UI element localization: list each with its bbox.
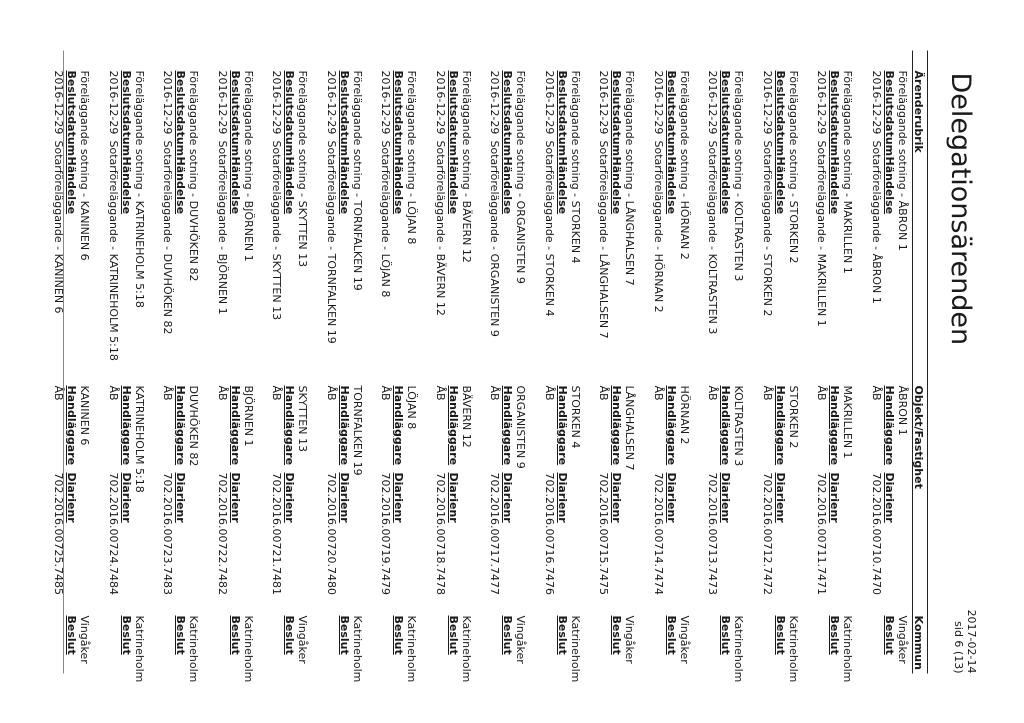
label-beslut[interactable]: Beslut <box>610 615 624 655</box>
entry-datum: 2016-12-29 <box>107 70 120 134</box>
list-item <box>39 70 94 690</box>
entry-objekt: LÅNGHALSEN 7 <box>623 385 637 470</box>
label-handlaggare: Handläggare <box>447 385 460 465</box>
label-handelse: Händelse <box>719 156 733 214</box>
entry-objekt: STORKEN 4 <box>569 385 582 448</box>
entry-handelse: Sotarföreläggande - DUVHÖKEN 82 <box>161 140 175 334</box>
footer-rule <box>63 50 64 673</box>
page-header <box>934 0 1024 723</box>
entry-objekt: TORNFALKEN 19 <box>351 385 364 476</box>
entry-rubrik: Föreläggande sotning - ÅBRON 1 <box>896 70 909 251</box>
label-handelse: Händelse <box>283 156 297 214</box>
entry-datum: 2016-12-29 <box>815 70 829 134</box>
label-beslut[interactable]: Beslut <box>665 615 678 655</box>
list-item <box>475 70 530 690</box>
entry-handelse: Sotarföreläggande - LÅNGHALSEN 7 <box>597 140 611 339</box>
label-handlaggare: Handläggare <box>501 385 515 465</box>
entry-datum: 2016-12-29 <box>652 70 665 134</box>
label-diarienr: Diarienr <box>774 472 787 523</box>
entry-diarienr: 702.2016.00718.7478 <box>434 472 447 595</box>
entry-kommun: Katrineholm <box>787 615 800 682</box>
entry-line-1 <box>624 70 637 690</box>
entry-datum: 2016-12-29 <box>870 70 883 134</box>
entry-diarienr: 702.2016.00717.7477 <box>488 472 502 595</box>
label-beslutsdatum: Beslutsdatum <box>447 70 460 156</box>
entry-line-1 <box>188 70 201 690</box>
entry-line-1 <box>351 70 364 690</box>
label-beslutsdatum: Beslutsdatum <box>283 70 297 156</box>
label-handlaggare: Handläggare <box>883 385 896 465</box>
entry-line-2 <box>829 70 842 690</box>
entry-line-3 <box>816 70 829 690</box>
entry-handlaggare: ÅB <box>52 385 66 401</box>
label-beslut[interactable]: Beslut <box>447 615 460 655</box>
label-handelse: Händelse <box>338 156 351 214</box>
column-header-kommun: Kommun <box>912 615 925 670</box>
label-diarienr: Diarienr <box>65 472 79 523</box>
label-handelse: Händelse <box>120 156 133 214</box>
label-handelse: Händelse <box>65 156 79 214</box>
entry-rubrik: Föreläggande sotning - SKYTTEN 13 <box>296 70 310 267</box>
label-beslutsdatum: Beslutsdatum <box>501 70 515 156</box>
label-beslut[interactable]: Beslut <box>774 615 787 655</box>
label-handlaggare: Handläggare <box>120 385 133 465</box>
entry-kommun: Katrineholm <box>351 615 364 682</box>
entry-kommun: Vingåker <box>514 615 528 664</box>
entry-line-1 <box>297 70 310 690</box>
list-item <box>639 70 694 690</box>
entry-datum: 2016-12-29 <box>761 70 774 134</box>
entry-line-2 <box>175 70 188 690</box>
entry-rubrik: Föreläggande sotning - DUVHÖKEN 82 <box>187 70 201 282</box>
list-item <box>312 70 367 690</box>
column-header-objekt: Objekt/Fastighet <box>912 385 925 489</box>
entry-line-3 <box>216 70 229 690</box>
list-item <box>366 70 421 690</box>
entry-handlaggare: ÅB <box>216 385 229 401</box>
label-beslutsdatum: Beslutsdatum <box>120 70 133 156</box>
entry-diarienr: 702.2016.00710.7470 <box>870 472 883 595</box>
entry-handlaggare: ÅB <box>325 385 338 401</box>
label-diarienr: Diarienr <box>828 472 842 523</box>
label-beslutsdatum: Beslutsdatum <box>774 70 787 156</box>
entry-line-3 <box>380 70 393 690</box>
entry-rubrik: Föreläggande sotning - BJÖRNEN 1 <box>242 70 255 262</box>
entry-datum: 2016-12-29 <box>52 70 66 134</box>
entry-line-3 <box>707 70 720 690</box>
entry-rubrik: Föreläggande sotning - STORKEN 2 <box>787 70 800 264</box>
entry-kommun: Katrineholm <box>405 615 419 682</box>
entry-rubrik: Föreläggande sotning - KATRINEHOLM 5:18 <box>133 70 146 308</box>
entry-line-2 <box>665 70 678 690</box>
entry-datum: 2016-12-29 <box>161 70 175 134</box>
list-item <box>530 70 585 690</box>
document-date: 2017-02-14 <box>965 609 978 673</box>
label-beslutsdatum: Beslutsdatum <box>610 70 624 156</box>
entry-kommun: Vingåker <box>296 615 310 664</box>
entry-line-1 <box>515 70 528 690</box>
label-handelse: Händelse <box>174 156 188 214</box>
list-item <box>421 70 476 690</box>
label-handlaggare: Handläggare <box>174 385 188 465</box>
entry-objekt: HÖRNAN 2 <box>678 385 691 445</box>
entry-handelse: Sotarföreläggande - KATRINEHOLM 5:18 <box>107 140 120 361</box>
entry-line-2 <box>393 70 406 690</box>
entry-diarienr: 702.2016.00724.7484 <box>107 472 120 595</box>
entry-datum: 2016-12-29 <box>434 70 447 134</box>
label-handlaggare: Handläggare <box>610 385 624 465</box>
list-item <box>748 70 803 690</box>
list-item <box>94 70 149 690</box>
entry-objekt: BÄVERN 12 <box>460 385 473 448</box>
entry-line-1 <box>460 70 473 690</box>
entry-datum: 2016-12-29 <box>325 70 338 134</box>
entry-line-3 <box>434 70 447 690</box>
entry-rubrik: Föreläggande sotning - KANINEN 6 <box>78 70 92 261</box>
entry-handelse: Sotarföreläggande - ORGANISTEN 9 <box>488 140 502 337</box>
entry-rubrik: Föreläggande sotning - LÖJAN 8 <box>405 70 419 244</box>
label-handelse: Händelse <box>610 156 624 214</box>
label-diarienr: Diarienr <box>719 472 733 523</box>
label-beslut[interactable]: Beslut <box>120 615 133 655</box>
label-beslut[interactable]: Beslut <box>556 615 569 655</box>
entry-diarienr: 702.2016.00719.7479 <box>379 472 393 595</box>
label-handlaggare: Handläggare <box>828 385 842 465</box>
label-beslut[interactable]: Beslut <box>883 615 896 655</box>
entry-handlaggare: ÅB <box>434 385 447 401</box>
entry-diarienr: 702.2016.00723.7483 <box>161 472 175 595</box>
entry-diarienr: 702.2016.00725.7485 <box>52 472 66 595</box>
label-beslutsdatum: Beslutsdatum <box>229 70 242 156</box>
page-number: sid 6 (13) <box>952 620 965 673</box>
label-beslutsdatum: Beslutsdatum <box>174 70 188 156</box>
entry-handelse: Sotarföreläggande - ÅBRON 1 <box>870 140 883 304</box>
label-diarienr: Diarienr <box>610 472 624 523</box>
label-handlaggare: Handläggare <box>229 385 242 465</box>
entry-kommun: Katrineholm <box>187 615 201 682</box>
entry-line-3 <box>870 70 883 690</box>
label-handlaggare: Handläggare <box>392 385 406 465</box>
entry-handelse: Sotarföreläggande - STORKEN 4 <box>543 140 556 317</box>
entry-line-3 <box>489 70 502 690</box>
entry-line-1 <box>896 70 909 690</box>
label-beslutsdatum: Beslutsdatum <box>392 70 406 156</box>
list-item <box>148 70 203 690</box>
entry-handlaggare: ÅB <box>107 385 120 401</box>
entry-handlaggare: ÅB <box>652 385 665 401</box>
entry-kommun: Katrineholm <box>732 615 746 682</box>
label-beslut[interactable]: Beslut <box>719 615 733 655</box>
label-beslutsdatum: Beslutsdatum <box>665 70 678 156</box>
entries-list <box>39 70 911 690</box>
entry-objekt: STORKEN 2 <box>787 385 800 448</box>
entry-objekt: LÖJAN 8 <box>405 385 419 429</box>
entry-rubrik: Föreläggande sotning - LÅNGHALSEN 7 <box>623 70 637 286</box>
entry-diarienr: 702.2016.00715.7475 <box>597 472 611 595</box>
label-handlaggare: Handläggare <box>774 385 787 465</box>
page-title: Delegationsärenden <box>945 72 976 345</box>
entry-objekt: ÅBRON 1 <box>896 385 909 436</box>
entry-objekt: MAKRILLEN 1 <box>841 385 855 459</box>
entry-objekt: SKYTTEN 13 <box>296 385 310 452</box>
label-handelse: Händelse <box>501 156 515 214</box>
entry-line-2 <box>447 70 460 690</box>
label-diarienr: Diarienr <box>174 472 188 523</box>
label-beslutsdatum: Beslutsdatum <box>883 70 896 156</box>
entry-handlaggare: ÅB <box>815 385 829 401</box>
entry-handlaggare: ÅB <box>270 385 284 401</box>
label-diarienr: Diarienr <box>447 472 460 523</box>
label-beslut[interactable]: Beslut <box>229 615 242 655</box>
entry-line-1 <box>79 70 92 690</box>
label-beslut[interactable]: Beslut <box>392 615 406 655</box>
entry-rubrik: Föreläggande sotning - TORNFALKEN 19 <box>351 70 364 291</box>
entry-kommun: Katrineholm <box>242 615 255 682</box>
entry-rubrik: Föreläggande sotning - ORGANISTEN 9 <box>514 70 528 284</box>
entry-handelse: Sotarföreläggande - STORKEN 2 <box>761 140 774 317</box>
entry-rubrik: Föreläggande sotning - STORKEN 4 <box>569 70 582 264</box>
label-handlaggare: Handläggare <box>665 385 678 465</box>
entry-line-3 <box>598 70 611 690</box>
entry-line-3 <box>162 70 175 690</box>
label-handlaggare: Handläggare <box>283 385 297 465</box>
list-item <box>802 70 857 690</box>
label-diarienr: Diarienr <box>556 472 569 523</box>
label-beslut[interactable]: Beslut <box>338 615 351 655</box>
list-item <box>857 70 912 690</box>
entry-handelse: Sotarföreläggande - TORNFALKEN 19 <box>325 140 338 344</box>
entry-line-1 <box>242 70 255 690</box>
label-diarienr: Diarienr <box>338 472 351 523</box>
list-item <box>203 70 258 690</box>
label-beslutsdatum: Beslutsdatum <box>556 70 569 156</box>
label-beslutsdatum: Beslutsdatum <box>338 70 351 156</box>
label-diarienr: Diarienr <box>120 472 133 523</box>
label-diarienr: Diarienr <box>665 472 678 523</box>
entry-objekt: BJÖRNEN 1 <box>242 385 255 446</box>
entry-line-2 <box>720 70 733 690</box>
entry-objekt: DUVHÖKEN 82 <box>187 385 201 466</box>
header-rule-bottom <box>912 50 913 673</box>
entry-line-1 <box>133 70 146 690</box>
entry-line-3 <box>761 70 774 690</box>
label-beslut[interactable]: Beslut <box>174 615 188 655</box>
entry-line-2 <box>611 70 624 690</box>
entry-line-1 <box>569 70 582 690</box>
entry-diarienr: 702.2016.00713.7473 <box>706 472 720 595</box>
page-meta <box>952 609 978 673</box>
entry-datum: 2016-12-29 <box>216 70 229 134</box>
entry-handelse: Sotarföreläggande - HÖRNAN 2 <box>652 140 665 313</box>
entry-handlaggare: ÅB <box>379 385 393 401</box>
entry-line-1 <box>406 70 419 690</box>
entry-diarienr: 702.2016.00721.7481 <box>270 472 284 595</box>
entry-diarienr: 702.2016.00711.7471 <box>815 472 829 595</box>
entry-handlaggare: ÅB <box>597 385 611 401</box>
entry-line-1 <box>842 70 855 690</box>
entry-datum: 2016-12-29 <box>270 70 284 134</box>
entry-handlaggare: ÅB <box>161 385 175 401</box>
entry-handelse: Sotarföreläggande - BÄVERN 12 <box>434 140 447 316</box>
entry-kommun: Katrineholm <box>569 615 582 682</box>
label-handelse: Händelse <box>229 156 242 214</box>
entry-line-2 <box>338 70 351 690</box>
entry-line-2 <box>120 70 133 690</box>
label-handelse: Händelse <box>392 156 406 214</box>
entry-objekt: ORGANISTEN 9 <box>514 385 528 469</box>
entry-objekt: KOLTRASTEN 3 <box>732 385 746 466</box>
entry-handelse: Sotarföreläggande - SKYTTEN 13 <box>270 140 284 320</box>
label-handlaggare: Handläggare <box>719 385 733 465</box>
label-handelse: Händelse <box>828 156 842 214</box>
entry-line-3 <box>271 70 284 690</box>
label-handlaggare: Handläggare <box>338 385 351 465</box>
entry-line-3 <box>325 70 338 690</box>
entry-handelse: Sotarföreläggande - KOLTRASTEN 3 <box>706 140 720 334</box>
entry-handelse: Sotarföreläggande - BJÖRNEN 1 <box>216 140 229 315</box>
entry-line-2 <box>774 70 787 690</box>
entry-datum: 2016-12-29 <box>379 70 393 134</box>
label-handelse: Händelse <box>774 156 787 214</box>
list-item <box>584 70 639 690</box>
entry-rubrik: Föreläggande sotning - HÖRNAN 2 <box>678 70 691 260</box>
entry-datum: 2016-12-29 <box>706 70 720 134</box>
entry-line-1 <box>678 70 691 690</box>
entry-handlaggare: ÅB <box>761 385 774 401</box>
column-header-arenderubrik: Ärenderubrik <box>912 70 925 153</box>
label-handelse: Händelse <box>665 156 678 214</box>
entry-datum: 2016-12-29 <box>543 70 556 134</box>
label-handelse: Händelse <box>447 156 460 214</box>
label-beslut[interactable]: Beslut <box>65 615 79 655</box>
entry-line-3 <box>107 70 120 690</box>
entry-kommun: Vingåker <box>78 615 92 664</box>
label-beslutsdatum: Beslutsdatum <box>828 70 842 156</box>
entry-diarienr: 702.2016.00716.7476 <box>543 472 556 595</box>
entry-rubrik: Föreläggande sotning - KOLTRASTEN 3 <box>732 70 746 281</box>
entry-diarienr: 702.2016.00714.7474 <box>652 472 665 595</box>
entry-kommun: Vingåker <box>896 615 909 664</box>
label-handlaggare: Handläggare <box>556 385 569 465</box>
entry-line-2 <box>284 70 297 690</box>
label-beslut[interactable]: Beslut <box>501 615 515 655</box>
entry-line-2 <box>66 70 79 690</box>
entry-kommun: Vingåker <box>678 615 691 664</box>
entry-rubrik: Föreläggande sotning - BÄVERN 12 <box>460 70 473 263</box>
label-beslutsdatum: Beslutsdatum <box>65 70 79 156</box>
label-diarienr: Diarienr <box>283 472 297 523</box>
entry-handelse: Sotarföreläggande - KANINEN 6 <box>52 140 66 314</box>
entry-diarienr: 702.2016.00712.7472 <box>761 472 774 595</box>
entry-line-2 <box>556 70 569 690</box>
label-handelse: Händelse <box>556 156 569 214</box>
list-item <box>693 70 748 690</box>
entry-handelse: Sotarföreläggande - LÖJAN 8 <box>379 140 393 297</box>
entry-line-2 <box>883 70 896 690</box>
entry-line-1 <box>787 70 800 690</box>
entry-handlaggare: ÅB <box>706 385 720 401</box>
label-beslut[interactable]: Beslut <box>283 615 297 655</box>
label-beslutsdatum: Beslutsdatum <box>719 70 733 156</box>
label-handlaggare: Handläggare <box>65 385 79 465</box>
entry-datum: 2016-12-29 <box>597 70 611 134</box>
entry-diarienr: 702.2016.00720.7480 <box>325 472 338 595</box>
label-diarienr: Diarienr <box>501 472 515 523</box>
entry-line-2 <box>229 70 242 690</box>
list-item <box>257 70 312 690</box>
entry-line-3 <box>652 70 665 690</box>
entry-kommun: Katrineholm <box>841 615 855 682</box>
entry-objekt: KATRINEHOLM 5:18 <box>133 385 146 493</box>
entry-handlaggare: ÅB <box>543 385 556 401</box>
entry-objekt: KANINEN 6 <box>78 385 92 445</box>
entry-handlaggare: ÅB <box>870 385 883 401</box>
label-beslut[interactable]: Beslut <box>828 615 842 655</box>
entry-rubrik: Föreläggande sotning - MAKRILLEN 1 <box>841 70 855 274</box>
entry-diarienr: 702.2016.00722.7482 <box>216 472 229 595</box>
label-diarienr: Diarienr <box>392 472 406 523</box>
label-handelse: Händelse <box>883 156 896 214</box>
header-rule-top <box>927 50 928 673</box>
entry-line-2 <box>502 70 515 690</box>
entry-kommun: Katrineholm <box>133 615 146 682</box>
entry-datum: 2016-12-29 <box>488 70 502 134</box>
entry-line-1 <box>733 70 746 690</box>
label-diarienr: Diarienr <box>229 472 242 523</box>
entry-line-3 <box>543 70 556 690</box>
entry-handlaggare: ÅB <box>488 385 502 401</box>
label-diarienr: Diarienr <box>883 472 896 523</box>
entry-kommun: Vingåker <box>623 615 637 664</box>
entry-kommun: Katrineholm <box>460 615 473 682</box>
entry-handelse: Sotarföreläggande - MAKRILLEN 1 <box>815 140 829 327</box>
